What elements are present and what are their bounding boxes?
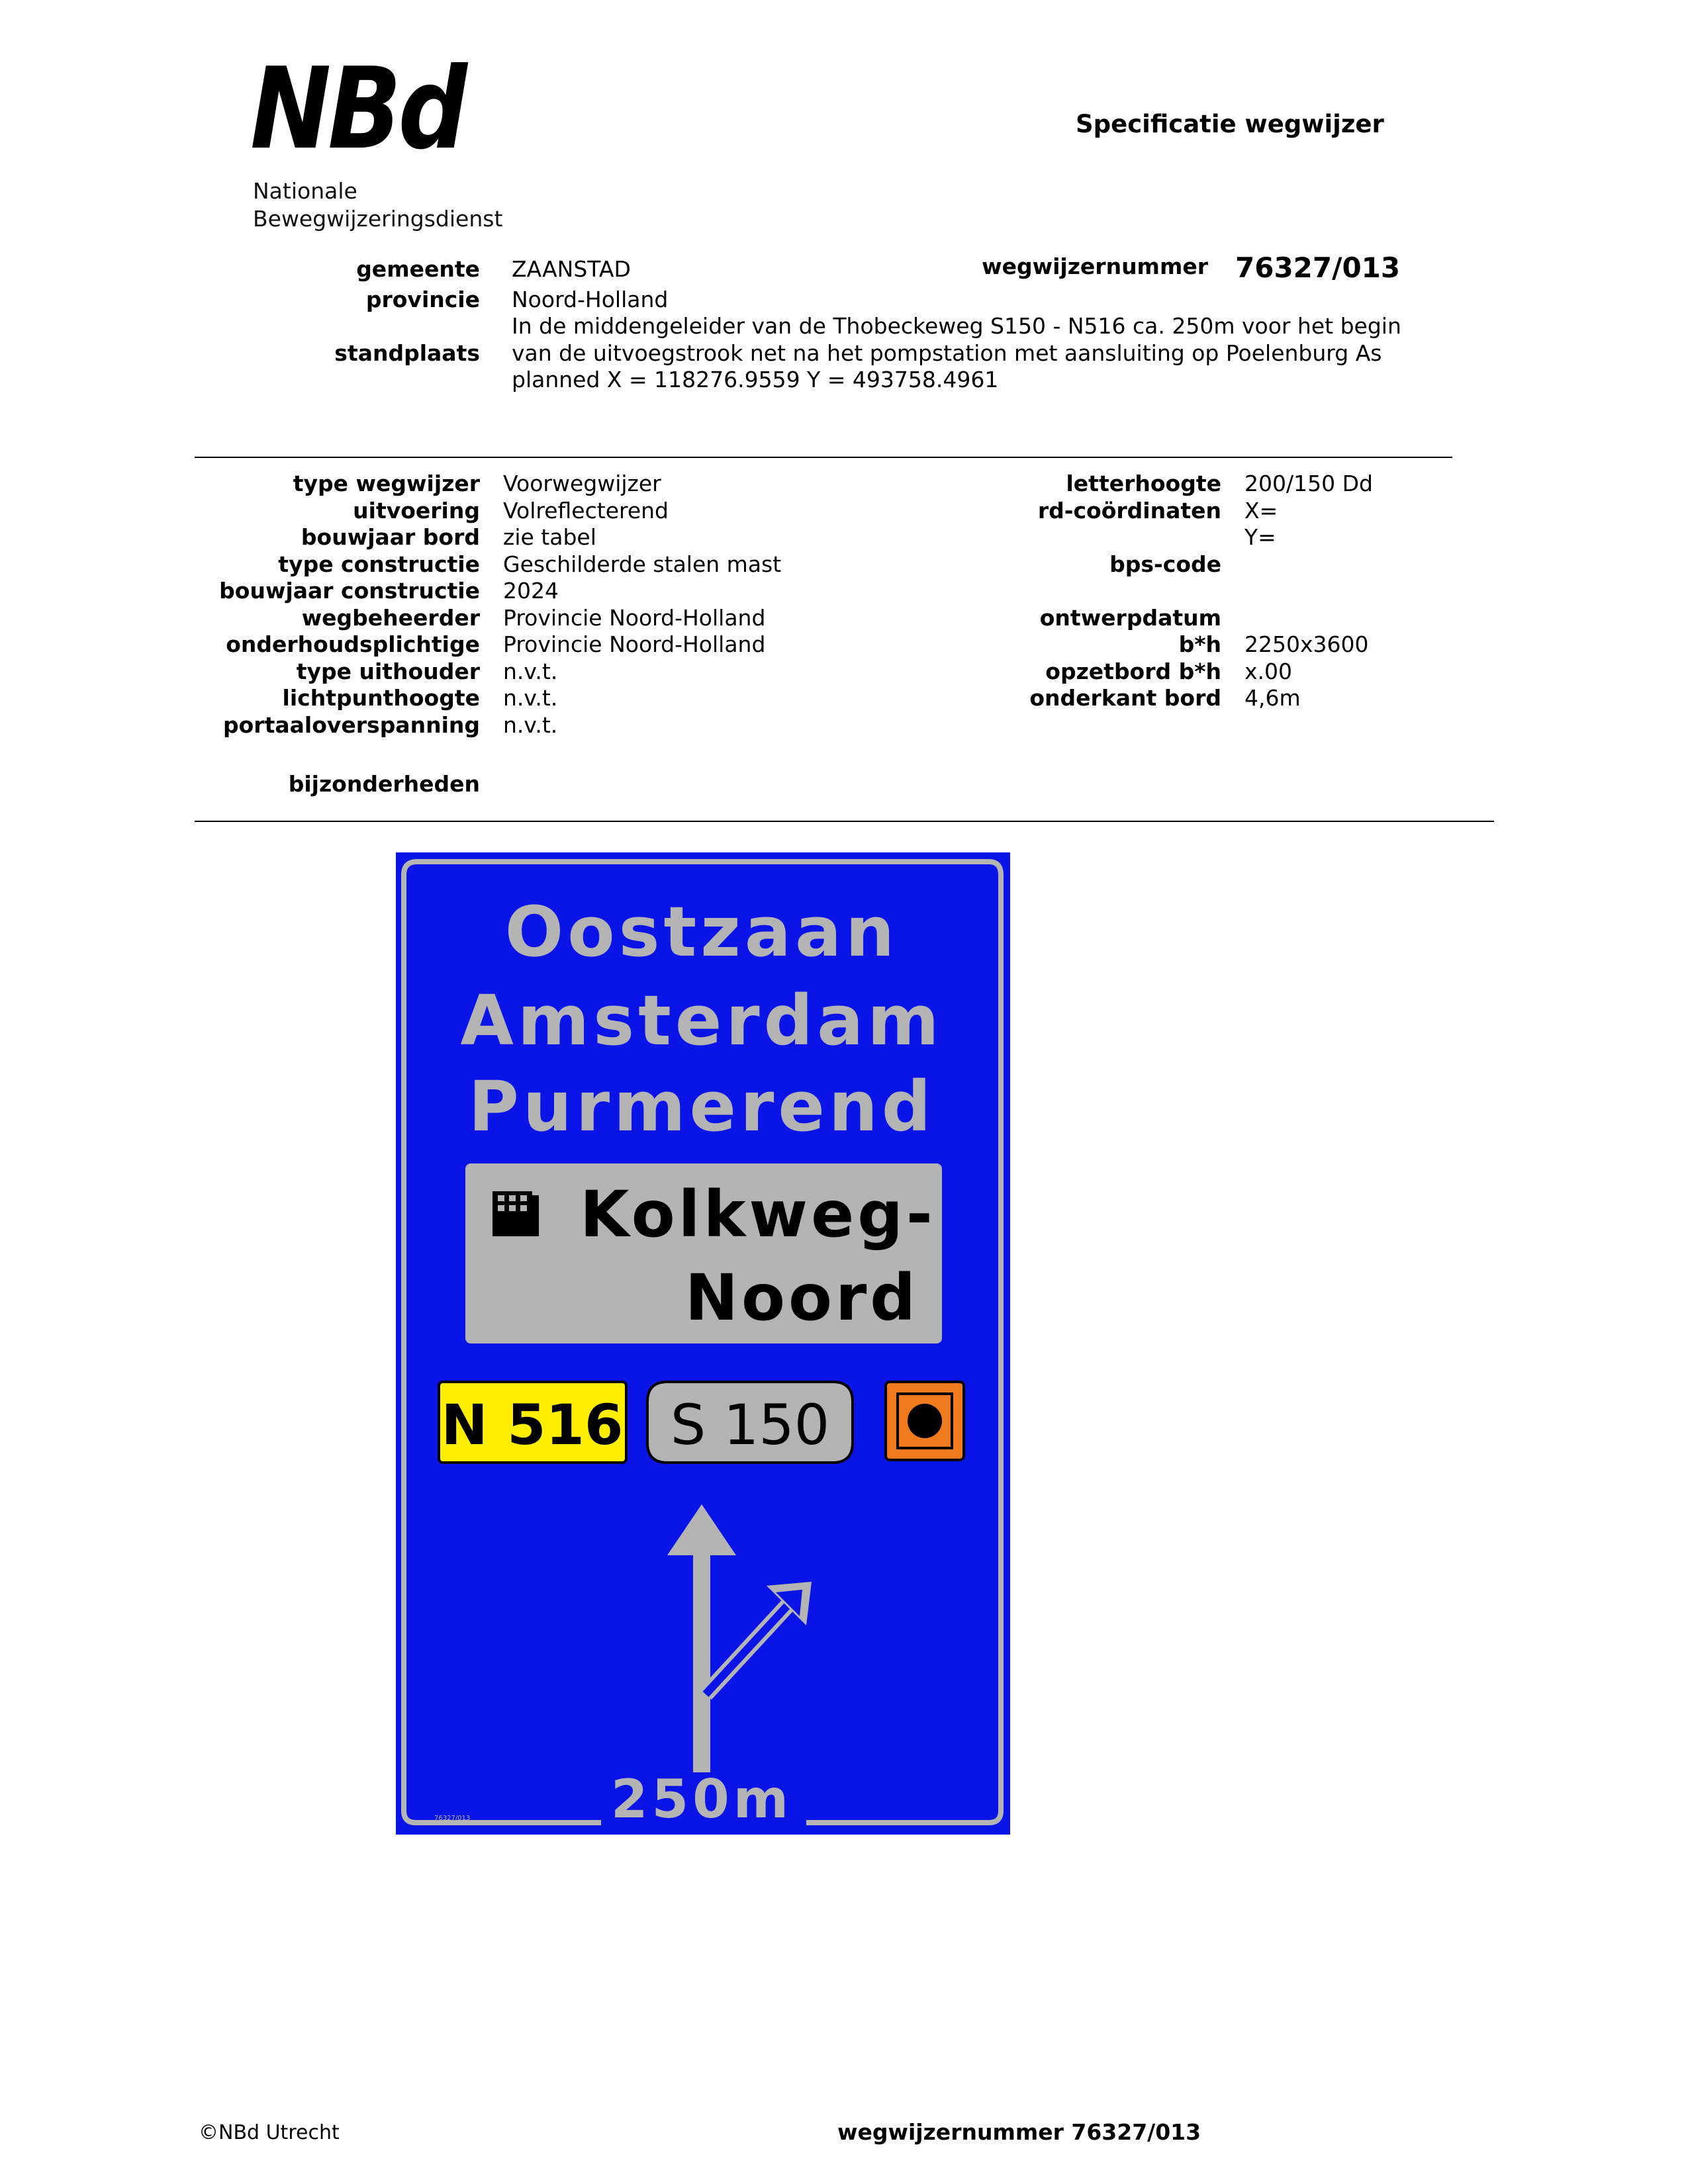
spec-left-value: n.v.t. <box>503 711 558 738</box>
provincie-value: Noord-Holland <box>512 287 669 312</box>
spec-left-value: n.v.t. <box>503 685 558 711</box>
spec-left-label: wegbeheerder <box>301 604 480 631</box>
spec-right-label: opzetbord b*h <box>1045 658 1221 684</box>
standplaats-line-1: In de middengeleider van de Thobeckeweg S150 - N516 ca. 250m voor het begin <box>512 313 1401 339</box>
spec-left-value: zie tabel <box>503 524 596 550</box>
spec-right-value: x.00 <box>1244 658 1293 684</box>
divider-top <box>195 457 1452 458</box>
spec-right-value: X= <box>1244 497 1278 523</box>
spec-left-label: portaaloverspanning <box>223 711 480 738</box>
spec-left-label: type wegwijzer <box>293 471 480 496</box>
destination-purmerend: Purmerend <box>468 1066 935 1147</box>
spec-left-value: 2024 <box>503 578 559 604</box>
standplaats-line-2: van de uitvoegstrook net na het pompstation met aansluiting op Poelenburg As <box>512 340 1382 366</box>
spec-left-label: uitvoering <box>353 497 480 523</box>
standplaats-line-3: planned X = 118276.9559 Y = 493758.4961 <box>512 367 999 392</box>
spec-left-label: type uithouder <box>296 658 480 684</box>
shield-n516-text: N 516 <box>441 1392 624 1457</box>
sign-svg <box>396 852 1010 1835</box>
wegwijzernummer-label: wegwijzernummer <box>982 253 1208 279</box>
document-title: Specificatie wegwijzer <box>1076 110 1384 138</box>
destination-oostzaan: Oostzaan <box>504 891 899 972</box>
spec-left-label: lichtpunthoogte <box>282 685 480 711</box>
spec-right-label: letterhoogte <box>1066 471 1221 496</box>
factory-icon <box>492 1191 539 1236</box>
wegwijzernummer-value: 76327/013 <box>1235 251 1401 284</box>
spec-left-value: n.v.t. <box>503 658 558 684</box>
hazard-route-dot <box>908 1404 942 1438</box>
sign-id-small: 76327/013 <box>434 1815 471 1822</box>
gemeente-label: gemeente <box>356 256 480 282</box>
spec-left-value: Provincie Noord-Holland <box>503 631 766 657</box>
spec-right-label: onderkant bord <box>1029 685 1221 711</box>
spec-left-label: onderhoudsplichtige <box>226 631 480 657</box>
spec-left-label: bouwjaar constructie <box>219 578 480 604</box>
panel-line-1: Kolkweg- <box>580 1177 936 1251</box>
sign-image <box>396 852 1010 1835</box>
org-name-line1: Nationale <box>253 178 357 204</box>
spec-left-label: bouwjaar bord <box>301 524 480 550</box>
spec-left-value: Provincie Noord-Holland <box>503 604 766 631</box>
spec-right-label: bps-code <box>1109 551 1221 577</box>
org-name-line2: Bewegwijzeringsdienst <box>253 206 503 232</box>
spec-right-label: ontwerpdatum <box>1039 604 1221 631</box>
spec-left-label: type constructie <box>278 551 480 577</box>
standplaats-label: standplaats <box>334 340 480 366</box>
footer-copyright: ©NBd Utrecht <box>199 2121 340 2144</box>
spec-right-value: Y= <box>1244 524 1276 550</box>
destination-amsterdam: Amsterdam <box>460 980 943 1061</box>
spec-right-label: rd-coördinaten <box>1037 497 1221 523</box>
spec-right-value: 2250x3600 <box>1244 631 1369 657</box>
spec-left-value: Volreflecterend <box>503 497 669 523</box>
spec-left-value: Geschilderde stalen mast <box>503 551 782 577</box>
spec-left-value: Voorwegwijzer <box>503 471 661 496</box>
panel-line-2: Noord <box>684 1261 919 1335</box>
nbd-logo: NBd <box>250 44 464 175</box>
provincie-label: provincie <box>365 287 480 312</box>
spec-right-value: 200/150 Dd <box>1244 471 1373 496</box>
spec-right-value: 4,6m <box>1244 685 1301 711</box>
spec-right-label: b*h <box>1178 631 1221 657</box>
gemeente-value: ZAANSTAD <box>512 256 631 282</box>
bijzonderheden-label: bijzonderheden <box>288 771 480 797</box>
divider-bottom <box>195 821 1494 822</box>
footer-number: wegwijzernummer 76327/013 <box>837 2119 1201 2145</box>
distance-label: 250m <box>610 1768 793 1830</box>
shield-s150-text: S 150 <box>670 1392 830 1457</box>
